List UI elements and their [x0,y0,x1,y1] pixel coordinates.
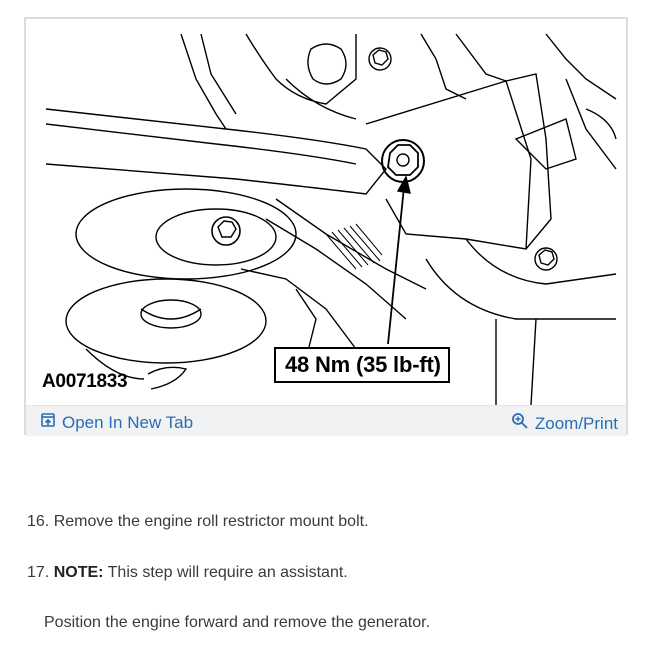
step-text: This step will require an assistant. [107,564,348,581]
torque-spec-label: 48 Nm (35 lb-ft) [274,347,450,383]
open-in-new-tab-link[interactable] [40,412,193,433]
step-number: 17. [27,564,50,581]
step-text: Remove the engine roll restrictor mount bolt. [53,513,369,530]
open-in-new-tab-label: Open In New Tab [62,412,194,432]
zoom-icon [511,412,535,435]
step-number: 16. [27,513,50,530]
zoom-print-label: Zoom/Print [534,413,618,433]
open-in-new-tab-icon [40,412,62,433]
step-17-detail: Position the engine forward and remove the generator. [44,614,431,631]
note-label: NOTE: [53,564,104,581]
engine-mount-illustration [26,19,626,405]
figure-id-label: A0071833 [42,371,128,392]
zoom-print-link[interactable] [511,412,618,435]
figure-card [24,17,628,435]
figure-toolbar [26,405,626,436]
step-16 [27,513,369,531]
step-17 [27,564,348,582]
